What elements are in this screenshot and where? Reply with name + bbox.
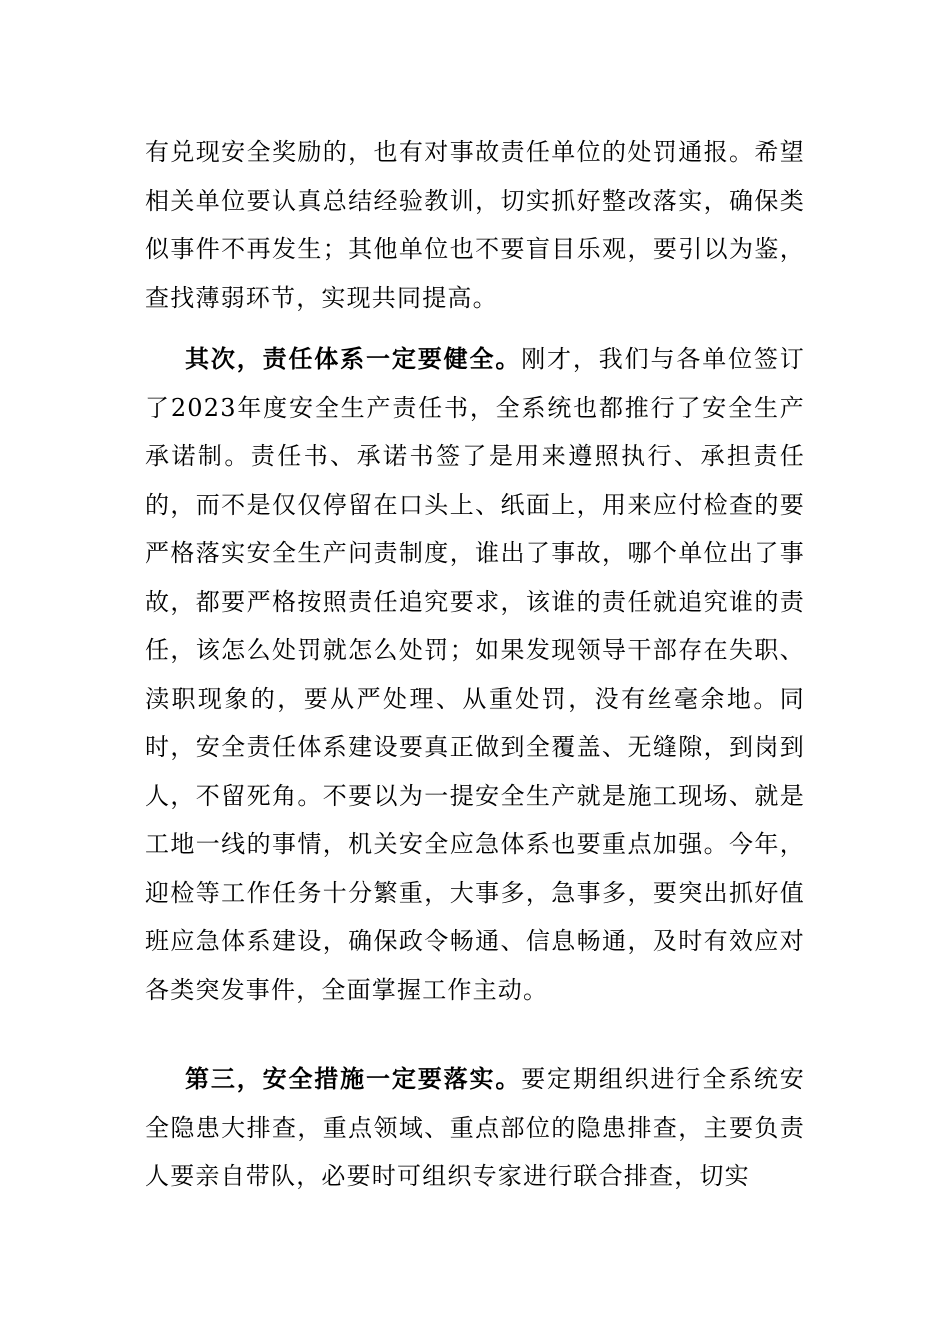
paragraph-heading: 第三，安全措施一定要落实。	[185, 1065, 522, 1093]
paragraph-body: 有兑现安全奖励的，也有对事故责任单位的处罚通报。希望相关单位要认真总结经验教训，切实抓好整改落实，确保类似事件不再发生；其他单位也不要盲目乐观，要引以为鉴，查找薄弱环节，实现共同提高。	[145, 138, 805, 312]
paragraph-body: 要定期组织进行全系统安全隐患大排查，重点领域、重点部位的隐患排查，主要负责人要亲自带队，必要时可组织专家进行联合排查，切实	[145, 1065, 805, 1190]
paragraph-heading: 其次，责任体系一定要健全。	[185, 345, 522, 373]
paragraph-body: 刚才，我们与各单位签订了2023年度安全生产责任书，全系统也都推行了安全生产承诺制。责任书、承诺书签了是用来遵照执行、承担责任的，而不是仅仅停留在口头上、纸面上，用来应付检查的要严格落实安全生产问责制度，谁出了事故，哪个单位出了事故，都要严格按照责任追究要求，该谁的责任就追究谁的责任，该怎么处罚就怎么处罚；如果发现领导干部存在失职、渎职现象的，要从严处理、从重处罚，没有丝毫余地。同时，安全责任体系建设要真正做到全覆盖、无缝隙，到岗到人，不留死角。不要以为一提安全生产就是施工现场、就是工地一线的事情，机关安全应急体系也要重点加强。今年，迎检等工作任务十分繁重，大事多，急事多，要突出抓好值班应急体系建设，确保政令畅通、信息畅通，及时有效应对各类突发事件，全面掌握工作主动。	[145, 345, 805, 1004]
paragraph-responsibility-system	[145, 335, 805, 1014]
paragraph-safety-measures	[145, 1055, 805, 1201]
paragraph-continuation	[145, 128, 805, 322]
